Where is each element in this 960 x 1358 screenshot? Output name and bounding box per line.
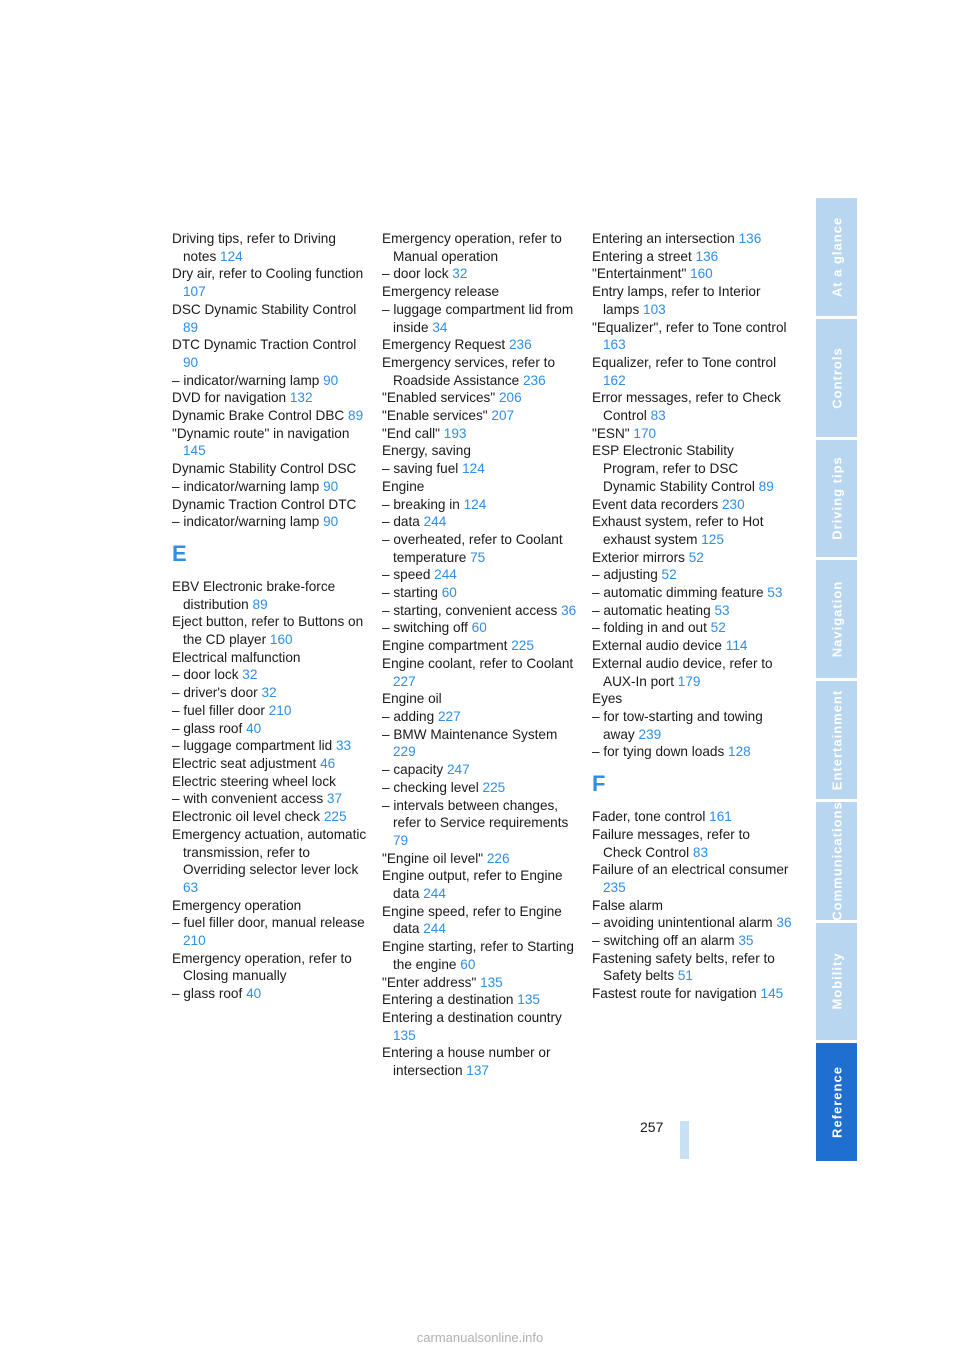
index-entry bbox=[382, 938, 582, 973]
index-page-link[interactable]: 136 bbox=[738, 231, 762, 246]
index-entry bbox=[172, 372, 372, 390]
index-entry-text: Dry air, refer to Cooling function bbox=[172, 266, 364, 282]
index-entry-text: Engine starting, refer to Starting the engine bbox=[382, 939, 574, 972]
index-entry-text: Eject button, refer to Buttons on the CD player bbox=[172, 614, 364, 648]
index-entry bbox=[592, 248, 792, 266]
index-entry-text: Emergency release bbox=[382, 284, 500, 300]
index-entry bbox=[382, 425, 582, 443]
index-entry-text: – fuel filler door bbox=[172, 702, 265, 718]
index-page-link[interactable]: 63 bbox=[183, 879, 199, 895]
index-entry-text: Electric seat adjustment bbox=[172, 755, 317, 771]
index-entry-text: Entering a destination country bbox=[382, 1009, 562, 1025]
index-entry-text: Emergency Request bbox=[382, 337, 506, 353]
sidebar-tab-label: Communications bbox=[829, 800, 844, 921]
index-page-link[interactable]: 53 bbox=[767, 585, 783, 601]
index-entry bbox=[592, 950, 792, 985]
index-entry bbox=[592, 513, 792, 548]
index-page-link[interactable]: 90 bbox=[323, 372, 339, 388]
index-entry-text: Failure of an electrical consumer bbox=[592, 862, 789, 878]
index-page-link[interactable]: 89 bbox=[348, 408, 364, 424]
index-page-link[interactable]: 161 bbox=[709, 809, 732, 825]
index-page-link[interactable]: 51 bbox=[677, 968, 693, 984]
index-entry bbox=[382, 354, 582, 389]
index-page-link[interactable]: 90 bbox=[183, 354, 199, 370]
sidebar-tab-label: Mobility bbox=[829, 952, 844, 1010]
index-entry bbox=[592, 425, 792, 443]
index-entry bbox=[592, 602, 792, 620]
index-entry-text: – starting, convenient access bbox=[382, 602, 558, 618]
index-entry bbox=[172, 737, 372, 755]
index-entry-text: – switching off an alarm bbox=[592, 933, 735, 949]
index-entry bbox=[382, 797, 582, 850]
index-entry-text: "Entertainment" bbox=[592, 266, 687, 282]
index-entry bbox=[382, 991, 582, 1009]
index-page-link[interactable]: 60 bbox=[471, 620, 487, 636]
sidebar-tab-label: Entertainment bbox=[829, 689, 844, 791]
index-page-link[interactable]: 89 bbox=[252, 596, 268, 612]
index-entry bbox=[382, 708, 582, 726]
index-entry bbox=[592, 655, 792, 690]
index-entry-text: – for tying down loads bbox=[592, 744, 725, 760]
index-entry-text: "Enter address" bbox=[382, 974, 477, 990]
index-page-link[interactable]: 227 bbox=[437, 708, 461, 724]
section-letter: F bbox=[592, 771, 606, 797]
index-page-link[interactable]: 145 bbox=[183, 443, 206, 459]
index-column-3 bbox=[592, 230, 792, 1003]
index-page-link[interactable]: 60 bbox=[460, 956, 476, 972]
index-page-link[interactable]: 210 bbox=[183, 933, 206, 949]
sidebar-tab-at-a-glance[interactable] bbox=[816, 198, 857, 316]
index-page-link[interactable]: 79 bbox=[393, 832, 409, 848]
index-page-link[interactable]: 124 bbox=[463, 496, 487, 512]
index-page-link[interactable]: 60 bbox=[441, 585, 457, 601]
index-entry bbox=[382, 389, 582, 407]
index-page-link[interactable]: 244 bbox=[423, 886, 446, 902]
index-entry bbox=[592, 496, 792, 514]
index-entry-text: – driver's door bbox=[172, 685, 258, 701]
index-page-link[interactable]: 145 bbox=[760, 986, 784, 1002]
index-entry bbox=[382, 761, 582, 779]
index-page-link[interactable]: 89 bbox=[183, 319, 199, 335]
index-entry-text: "End call" bbox=[382, 425, 441, 441]
sidebar-tab-label: Controls bbox=[829, 346, 844, 409]
index-entry bbox=[382, 779, 582, 797]
index-entry bbox=[382, 478, 582, 496]
index-entry-text: – glass roof bbox=[172, 986, 243, 1002]
index-entry bbox=[382, 1009, 582, 1044]
index-entry-text: Eyes bbox=[592, 691, 623, 707]
index-entry bbox=[382, 531, 582, 566]
index-entry bbox=[382, 496, 582, 514]
index-entry-text: Emergency operation, refer to Manual operation bbox=[382, 231, 562, 264]
sidebar-tab-mobility[interactable] bbox=[816, 923, 857, 1041]
index-entry-text: DTC Dynamic Traction Control bbox=[172, 337, 357, 353]
page-number-bar bbox=[680, 1121, 689, 1159]
index-page-link[interactable]: 53 bbox=[714, 602, 730, 618]
index-entry bbox=[382, 566, 582, 584]
index-entry bbox=[382, 442, 582, 460]
sidebar-tab-label: At a glance bbox=[829, 216, 844, 298]
index-entry bbox=[592, 861, 792, 896]
index-entry bbox=[592, 743, 792, 761]
index-entry bbox=[592, 690, 792, 708]
index-page-link[interactable]: 225 bbox=[482, 779, 506, 795]
index-entry-text: Engine output, refer to Engine data bbox=[382, 868, 563, 902]
index-entry bbox=[172, 301, 372, 336]
index-entry bbox=[172, 478, 372, 496]
index-entry-text: External audio device bbox=[592, 638, 722, 654]
sidebar-tab-controls[interactable] bbox=[816, 319, 857, 437]
index-entry-text: – fuel filler door, manual release bbox=[172, 915, 365, 931]
index-entry bbox=[172, 613, 372, 648]
index-entry bbox=[382, 619, 582, 637]
index-entry bbox=[592, 283, 792, 318]
index-entry-text: "Enable services" bbox=[382, 408, 488, 424]
index-page-link[interactable]: 103 bbox=[643, 301, 666, 317]
index-entry-text: Entering a street bbox=[592, 248, 692, 264]
index-page-link[interactable]: 160 bbox=[269, 632, 293, 648]
sidebar-tab-navigation[interactable] bbox=[816, 560, 857, 678]
index-entry bbox=[382, 265, 582, 283]
index-page-link[interactable]: 210 bbox=[268, 702, 292, 718]
index-entry-text: – intervals between changes, refer to Service requirements bbox=[382, 797, 569, 831]
index-entry bbox=[382, 336, 582, 354]
index-entry-text: Exhaust system, refer to Hot exhaust system bbox=[592, 514, 764, 547]
index-entry-text: Engine compartment bbox=[382, 638, 508, 654]
index-page-link[interactable]: 160 bbox=[690, 266, 713, 282]
index-entry-text: – for tow-starting and towing away bbox=[592, 708, 763, 742]
index-entry bbox=[382, 850, 582, 868]
index-page-link[interactable]: 125 bbox=[701, 531, 724, 547]
index-entry-text: Electric steering wheel lock bbox=[172, 773, 336, 789]
index-page-link[interactable]: 236 bbox=[508, 337, 532, 353]
index-entry-text: External audio device, refer to AUX-In port bbox=[592, 655, 773, 689]
index-entry-text: – capacity bbox=[382, 762, 444, 778]
index-entry bbox=[172, 684, 372, 702]
sidebar-tab-label: Driving tips bbox=[829, 456, 844, 541]
sidebar-tab-label: Reference bbox=[829, 1066, 844, 1139]
index-page-link[interactable]: 162 bbox=[603, 372, 626, 388]
index-entry bbox=[592, 230, 792, 248]
index-page-link[interactable]: 37 bbox=[326, 791, 343, 807]
index-page-link[interactable]: 124 bbox=[462, 461, 485, 477]
index-page-link[interactable]: 207 bbox=[491, 408, 515, 424]
index-entry-text: – adding bbox=[382, 708, 435, 724]
index-entry bbox=[172, 666, 372, 684]
index-entry-text: Fader, tone control bbox=[592, 809, 706, 825]
sidebar-tab-label: Navigation bbox=[829, 580, 844, 658]
index-entry-text: Emergency operation bbox=[172, 897, 302, 913]
index-entry-text: Event data recorders bbox=[592, 496, 719, 512]
index-page-link[interactable]: 52 bbox=[661, 567, 677, 583]
index-entry bbox=[592, 826, 792, 861]
index-entry-text: – luggage compartment lid bbox=[172, 738, 333, 754]
index-entry bbox=[382, 903, 582, 938]
index-page-link[interactable]: 230 bbox=[721, 496, 745, 512]
index-entry-text: Electrical malfunction bbox=[172, 649, 301, 665]
index-entry bbox=[172, 460, 372, 478]
index-entry-text: "Dynamic route" in navigation bbox=[172, 425, 350, 441]
index-page-link[interactable]: 229 bbox=[393, 744, 416, 760]
index-entry bbox=[172, 389, 372, 407]
index-entry-text: Failure messages, refer to Check Control bbox=[592, 826, 750, 860]
index-page-link[interactable]: 235 bbox=[603, 879, 626, 895]
index-page-link[interactable]: 236 bbox=[522, 372, 546, 388]
footer-watermark: carmanualsonline.info bbox=[416, 1330, 544, 1345]
index-entry bbox=[172, 265, 372, 300]
index-entry bbox=[382, 301, 582, 336]
index-entry bbox=[172, 755, 372, 773]
index-page-link[interactable]: 227 bbox=[393, 673, 416, 689]
index-entry bbox=[382, 690, 582, 708]
index-page-link[interactable]: 179 bbox=[677, 673, 701, 689]
index-entry bbox=[382, 513, 582, 531]
index-entry bbox=[382, 726, 582, 761]
index-entry bbox=[592, 808, 792, 826]
index-entry-text: – switching off bbox=[382, 620, 468, 636]
index-entry-text: – checking level bbox=[382, 779, 479, 795]
index-page-link[interactable]: 244 bbox=[423, 921, 446, 937]
index-entry-text: – adjusting bbox=[592, 567, 658, 583]
index-entry-text: – automatic dimming feature bbox=[592, 585, 764, 601]
index-entry-text: Engine coolant, refer to Coolant bbox=[382, 655, 574, 671]
sidebar-tab-reference[interactable] bbox=[816, 1043, 857, 1161]
index-page-link[interactable]: 193 bbox=[443, 425, 467, 441]
index-page-link[interactable]: 32 bbox=[242, 667, 258, 683]
index-entry bbox=[172, 513, 372, 531]
index-page-link[interactable]: 244 bbox=[434, 567, 457, 583]
index-entry bbox=[592, 619, 792, 637]
index-entry bbox=[592, 584, 792, 602]
index-entry bbox=[382, 230, 582, 265]
index-page-link[interactable]: 40 bbox=[246, 986, 262, 1002]
index-entry bbox=[382, 460, 582, 478]
index-entry-text: Engine bbox=[382, 478, 425, 494]
index-entry bbox=[382, 974, 582, 992]
index-entry bbox=[172, 649, 372, 667]
index-page-link[interactable]: 52 bbox=[710, 620, 726, 636]
index-entry-text: – door lock bbox=[172, 667, 239, 683]
index-page-link[interactable]: 46 bbox=[320, 755, 336, 771]
index-entry bbox=[592, 354, 792, 389]
index-page-link[interactable]: 135 bbox=[480, 974, 503, 990]
index-page-link[interactable]: 75 bbox=[470, 549, 486, 565]
index-page-link[interactable]: 225 bbox=[511, 638, 534, 654]
section-letter: E bbox=[172, 540, 187, 566]
index-entry bbox=[172, 702, 372, 720]
index-entry-text: – with convenient access bbox=[172, 791, 324, 807]
index-entry-text: Exterior mirrors bbox=[592, 549, 685, 565]
index-entry-text: Entry lamps, refer to Interior lamps bbox=[592, 284, 761, 317]
index-entry-text: Electronic oil level check bbox=[172, 809, 321, 825]
index-page-link[interactable]: 135 bbox=[393, 1027, 416, 1043]
index-entry-text: "Equalizer", refer to Tone control bbox=[592, 319, 787, 335]
index-entry-text: Entering an intersection bbox=[592, 231, 735, 246]
index-entry-text: Emergency operation, refer to Closing manually bbox=[172, 950, 352, 984]
index-page-link[interactable]: 226 bbox=[486, 850, 510, 866]
index-page-link[interactable]: 90 bbox=[323, 514, 339, 530]
index-entry bbox=[172, 914, 372, 949]
index-entry bbox=[592, 265, 792, 283]
index-page-link[interactable]: 128 bbox=[728, 744, 751, 760]
index-entry-text: – data bbox=[382, 514, 420, 530]
index-page-link[interactable]: 36 bbox=[776, 915, 792, 931]
index-entry bbox=[172, 826, 372, 897]
section-sidebar bbox=[816, 198, 857, 1161]
index-page-link[interactable]: 34 bbox=[432, 319, 448, 335]
index-entry-text: Entering a house number or intersection bbox=[382, 1045, 551, 1079]
index-entry-text: Engine oil bbox=[382, 691, 442, 707]
index-entry bbox=[172, 720, 372, 738]
index-entry bbox=[172, 578, 372, 613]
index-page-link[interactable]: 36 bbox=[561, 602, 577, 618]
index-entry-text: – avoiding unintentional alarm bbox=[592, 915, 773, 931]
index-page-link[interactable]: 206 bbox=[498, 390, 522, 406]
index-entry-text: – BMW Maintenance System bbox=[382, 726, 558, 742]
index-entry-text: Entering a destination bbox=[382, 992, 514, 1008]
index-entry-text: Equalizer, refer to Tone control bbox=[592, 354, 777, 370]
index-page-link[interactable]: 83 bbox=[692, 844, 709, 860]
index-entry bbox=[592, 637, 792, 655]
index-column-1 bbox=[172, 230, 372, 1003]
index-entry bbox=[592, 319, 792, 354]
index-entry-text: – speed bbox=[382, 567, 431, 583]
index-page-link[interactable]: 163 bbox=[603, 337, 626, 353]
index-page-link[interactable]: 35 bbox=[738, 933, 754, 949]
index-entry-text: False alarm bbox=[592, 897, 664, 913]
index-entry-text: – indicator/warning lamp bbox=[172, 478, 320, 494]
index-entry-text: – overheated, refer to Coolant temperature bbox=[382, 531, 563, 565]
index-entry-text: Emergency services, refer to Roadside Assistance bbox=[382, 354, 556, 388]
index-entry bbox=[592, 549, 792, 567]
index-entry-text: EBV Electronic brake-force distribution bbox=[172, 578, 336, 612]
index-entry bbox=[592, 932, 792, 950]
index-entry-text: – door lock bbox=[382, 266, 449, 282]
index-entry bbox=[172, 336, 372, 371]
index-entry bbox=[172, 790, 372, 808]
index-entry-text: – breaking in bbox=[382, 496, 460, 512]
index-page-link[interactable]: 89 bbox=[758, 478, 774, 494]
index-entry-text: DSC Dynamic Stability Control bbox=[172, 301, 357, 317]
index-entry bbox=[592, 708, 792, 743]
index-entry bbox=[172, 808, 372, 826]
index-entry bbox=[172, 425, 372, 460]
index-entry-text: Dynamic Brake Control DBC bbox=[172, 408, 345, 424]
index-entry bbox=[172, 773, 372, 791]
index-entry-text: Energy, saving bbox=[382, 443, 471, 459]
index-page-link[interactable]: 32 bbox=[261, 685, 277, 701]
index-entry-text: Driving tips, refer to Driving notes bbox=[172, 231, 336, 264]
index-entry bbox=[172, 985, 372, 1003]
index-page-link[interactable]: 114 bbox=[725, 638, 748, 654]
index-page-link[interactable]: 225 bbox=[323, 809, 347, 825]
index-page-link[interactable]: 83 bbox=[650, 408, 666, 424]
index-entry-text: ESP Electronic Stability Program, refer to DSC Dynamic Stability Control bbox=[592, 443, 755, 494]
index-page-link[interactable]: 90 bbox=[323, 478, 339, 494]
index-page-link[interactable]: 32 bbox=[452, 266, 468, 282]
index-entry-text: – luggage compartment lid from inside bbox=[382, 301, 574, 335]
index-entry-text: "Engine oil level" bbox=[382, 850, 484, 866]
index-page-link[interactable]: 239 bbox=[638, 726, 662, 742]
index-entry bbox=[592, 897, 792, 915]
index-entry bbox=[382, 867, 582, 902]
index-entry-text: – folding in and out bbox=[592, 620, 707, 636]
index-page-link[interactable]: 244 bbox=[423, 514, 447, 530]
index-page-link[interactable]: 135 bbox=[517, 992, 540, 1008]
index-page-link[interactable]: 170 bbox=[633, 425, 657, 441]
index-entry-text: "ESN" bbox=[592, 425, 630, 441]
index-entry-text: – saving fuel bbox=[382, 461, 459, 477]
index-entry bbox=[382, 283, 582, 301]
index-page-link[interactable]: 136 bbox=[695, 248, 719, 264]
index-entry-text: Dynamic Traction Control DTC bbox=[172, 496, 357, 512]
index-entry-text: – indicator/warning lamp bbox=[172, 372, 320, 388]
index-entry bbox=[382, 1044, 582, 1079]
index-column-2 bbox=[382, 230, 582, 1080]
index-entry-text: Emergency actuation, automatic transmission, refer to Overriding selector lever lock bbox=[172, 826, 367, 878]
index-entry-text: Error messages, refer to Check Control bbox=[592, 390, 781, 424]
index-entry bbox=[172, 230, 372, 265]
index-entry bbox=[172, 407, 372, 425]
sidebar-tab-driving-tips[interactable] bbox=[816, 440, 857, 558]
index-entry bbox=[382, 602, 582, 620]
index-entry-text: DVD for navigation bbox=[172, 390, 287, 406]
index-page-link[interactable]: 247 bbox=[447, 762, 470, 778]
index-entry bbox=[592, 389, 792, 424]
sidebar-tab-entertainment[interactable] bbox=[816, 681, 857, 799]
index-page-link[interactable]: 33 bbox=[335, 738, 352, 754]
index-entry bbox=[382, 407, 582, 425]
index-entry-text: – automatic heating bbox=[592, 602, 711, 618]
index-page-link[interactable]: 52 bbox=[688, 549, 704, 565]
index-entry-text: Fastest route for navigation bbox=[592, 986, 757, 1002]
index-entry bbox=[382, 637, 582, 655]
index-entry bbox=[172, 897, 372, 915]
index-entry-text: Engine speed, refer to Engine data bbox=[382, 903, 562, 937]
index-entry-text: – glass roof bbox=[172, 720, 243, 736]
index-entry bbox=[382, 584, 582, 602]
index-page-link[interactable]: 107 bbox=[183, 284, 206, 300]
index-entry-text: Dynamic Stability Control DSC bbox=[172, 461, 357, 477]
index-page-link[interactable]: 132 bbox=[289, 390, 313, 406]
index-entry-text: "Enabled services" bbox=[382, 390, 496, 406]
index-entry bbox=[172, 950, 372, 985]
index-entry-text: – indicator/warning lamp bbox=[172, 514, 320, 530]
index-entry bbox=[382, 655, 582, 690]
index-entry-text: Fastening safety belts, refer to Safety belts bbox=[592, 950, 775, 984]
index-page-link[interactable]: 137 bbox=[466, 1063, 489, 1079]
index-page-link[interactable]: 124 bbox=[220, 248, 243, 264]
sidebar-tab-communications[interactable] bbox=[816, 802, 857, 920]
index-entry bbox=[592, 442, 792, 495]
index-entry bbox=[592, 914, 792, 932]
index-entry bbox=[592, 985, 792, 1003]
index-page-link[interactable]: 40 bbox=[246, 720, 262, 736]
index-entry bbox=[172, 496, 372, 514]
page-number: 257 bbox=[640, 1119, 664, 1135]
index-entry-text: – starting bbox=[382, 585, 438, 601]
index-entry bbox=[592, 566, 792, 584]
